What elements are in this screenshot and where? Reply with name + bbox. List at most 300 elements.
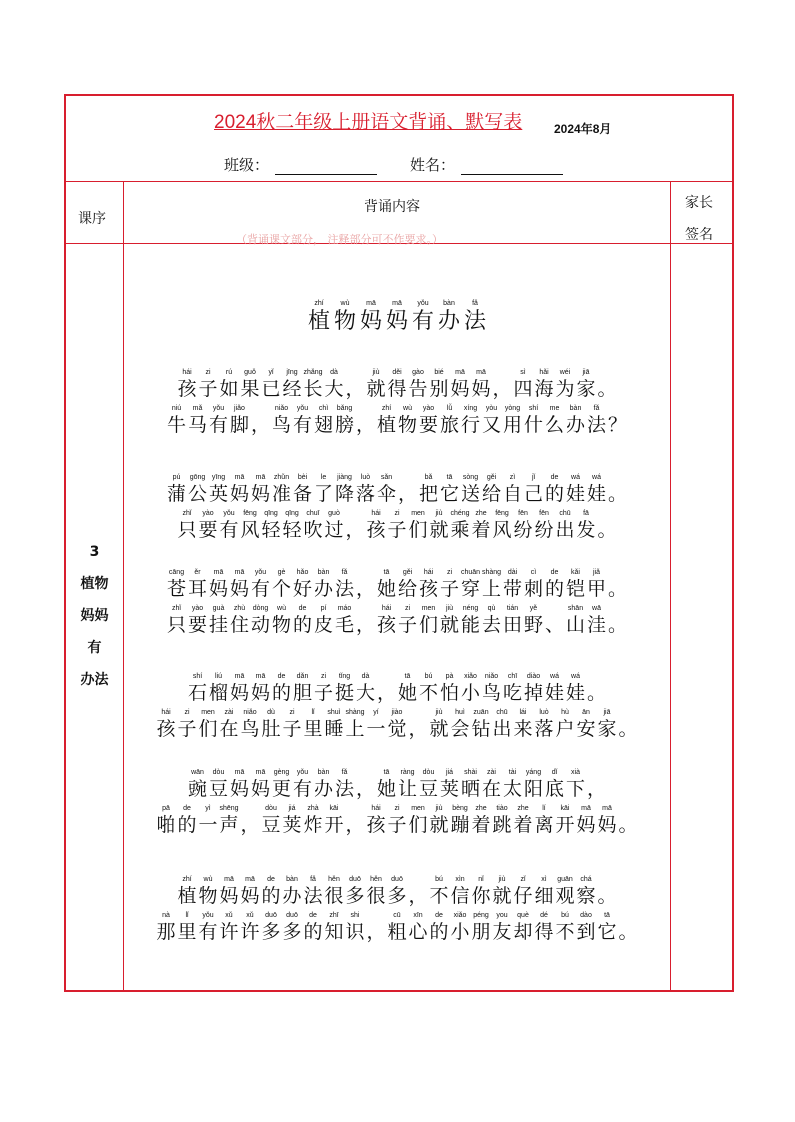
poem-char [565,672,586,704]
poem-char [156,708,177,740]
hanzi: 着 [471,519,491,541]
poem-char [282,708,303,740]
hanzi: 长 [303,378,323,400]
pinyin: bú [561,912,569,919]
pinyin: zhe [475,510,487,517]
poem-char [597,804,618,836]
pinyin: yào [191,605,204,612]
poem-char [397,404,418,436]
poem-char [586,568,607,600]
hanzi: 要 [187,614,207,636]
hanzi: 豆 [418,778,438,800]
hanzi: 住 [229,614,249,636]
poem-char [250,768,271,800]
poem-char [376,473,397,505]
poem-char [219,875,240,907]
poem-char [418,672,439,704]
hanzi: 它 [439,483,459,505]
hanzi: 法 [334,778,354,800]
poem-char [618,804,639,836]
poem-char [324,804,345,836]
hanzi: 妈 [229,682,249,704]
hanzi: 到 [576,921,596,943]
hanzi: 更 [271,778,291,800]
poem-char [565,604,586,636]
lesson-column-divider [123,181,124,990]
poem-char [408,804,429,836]
poem-char [523,568,544,600]
pinyin: niǎo [484,673,499,680]
pinyin: bú [424,673,433,680]
poem-char [450,368,471,400]
hanzi: 肚 [261,718,281,740]
poem-char [481,604,502,636]
poem-char [555,708,576,740]
poem-char [523,604,544,636]
hanzi: 乘 [450,519,470,541]
hanzi: 妈 [229,578,249,600]
pinyin: tǐng [338,673,351,680]
hanzi: 孩 [366,814,386,836]
poem-char [576,368,597,400]
pinyin: què [517,912,529,919]
hanzi: 在 [481,778,501,800]
hanzi: 妈 [208,578,228,600]
poem-char [366,875,387,907]
pinyin: gōng [189,474,206,481]
pinyin: guà [212,605,225,612]
hanzi: 孩 [366,519,386,541]
poem-char [576,804,597,836]
poem-char [597,368,618,400]
poem-char [282,875,303,907]
poem-char [292,604,313,636]
hanzi: 信 [450,885,470,907]
hanzi: 什 [523,414,543,436]
form-date: 2024年8月 [554,122,612,136]
poem-line [166,473,628,505]
pinyin: de [435,912,443,919]
poem-char [292,672,313,704]
pinyin: lǚ [446,405,453,412]
pinyin: tài [508,769,517,776]
poem-char [324,368,345,400]
pinyin: mā [366,300,376,307]
poem-char [502,604,523,636]
poem-char [240,875,261,907]
pinyin: wān [191,769,204,776]
poem-line [177,368,618,400]
hanzi: ， [250,414,270,436]
hanzi: 大 [324,378,344,400]
hanzi: 植 [307,309,330,334]
pinyin: tā [383,769,390,776]
hanzi: 用 [502,414,522,436]
hanzi: 妈 [250,483,270,505]
poem-line [177,875,618,907]
pinyin: chū [559,510,571,517]
name-blank-line[interactable] [461,158,563,175]
hanzi: 如 [219,378,239,400]
pinyin: chū [496,709,508,716]
poem-char [576,875,597,907]
poem-char [303,911,324,943]
poem-char [607,404,628,436]
pinyin: yě [529,605,538,612]
pinyin: zhe [517,805,529,812]
pinyin: pú [172,474,181,481]
poem-char [187,768,208,800]
pinyin: tā [383,569,390,576]
poem-char [450,875,471,907]
poem-char [410,299,436,335]
pinyin: de [277,673,286,680]
pinyin: jiù [435,805,443,812]
pinyin: dào [580,912,592,919]
poem-char [534,804,555,836]
pinyin: shí [192,673,203,680]
poem-char [166,604,187,636]
poem-char [303,509,324,541]
hanzi: 有 [208,414,228,436]
poem-char [408,708,429,740]
poem-char [576,911,597,943]
pinyin: bǎng [336,405,353,412]
poem-char [555,368,576,400]
pinyin: fǎ [310,876,316,883]
hanzi: 开 [555,814,575,836]
hanzi: 野 [523,614,543,636]
pinyin: yǒu [223,510,235,517]
pinyin: bàn [317,569,330,576]
hanzi: 纷 [513,519,533,541]
pinyin: hěn [370,876,382,883]
pinyin: shēng [219,805,239,812]
poem-char [523,473,544,505]
poem-char [366,911,387,943]
pinyin: tián [506,605,519,612]
poem-char [324,911,345,943]
poem-char [334,768,355,800]
pinyin: shàng [345,709,365,716]
hanzi: 得 [387,378,407,400]
pinyin: fǎ [341,569,348,576]
pinyin: pà [445,673,454,680]
hanzi: 只 [166,614,186,636]
poem-char [429,368,450,400]
hanzi: 蒲 [166,483,186,505]
poem-char [502,672,523,704]
pinyin: dǎn [296,673,309,680]
hanzi: 要 [418,414,438,436]
hanzi: 多 [387,885,407,907]
poem-char [229,768,250,800]
poem-char [597,875,618,907]
pinyin: kǎi [571,569,580,576]
pinyin: wá [571,673,580,680]
hanzi: 太 [502,778,522,800]
pinyin: jiù [435,709,443,716]
pinyin: kāi [560,805,570,812]
hanzi: 一 [198,814,218,836]
poem-char [261,708,282,740]
poem-char [345,804,366,836]
pinyin: hái [371,510,381,517]
hanzi: 公 [187,483,207,505]
poem-line [187,672,607,704]
poem-char [439,568,460,600]
pinyin: chì [318,405,329,412]
hanzi: 毛 [334,614,354,636]
sign-column-divider [670,181,671,990]
poem-char [471,708,492,740]
hanzi: 心 [408,921,428,943]
hanzi: 铠 [565,578,585,600]
poem-char [156,911,177,943]
poem-char [271,473,292,505]
poem-char [555,804,576,836]
pinyin: dòng [252,605,269,612]
poem-char [586,604,607,636]
hanzi: 妈 [250,682,270,704]
hanzi: 得 [534,921,554,943]
lesson-number: 3 [89,544,100,560]
poem-char [271,404,292,436]
pinyin: men [411,510,425,517]
pinyin: děi [392,369,402,376]
pinyin: zi [394,510,400,517]
class-blank-line[interactable] [275,158,377,175]
hanzi: 妈 [576,814,596,836]
poem-char [471,509,492,541]
pinyin: gěi [402,569,413,576]
pinyin: pí [320,605,327,612]
poem-line [177,509,618,541]
poem-char [229,604,250,636]
hanzi: 的 [177,814,197,836]
hanzi: 不 [418,682,438,704]
hanzi: 苍 [166,578,186,600]
pinyin: zi [320,673,327,680]
poem-char [544,604,565,636]
hanzi: 娃 [586,483,606,505]
hanzi: 出 [492,718,512,740]
poem-char [177,804,198,836]
hanzi: 洼 [586,614,606,636]
pinyin: yǒu [296,769,309,776]
hanzi: 办 [282,885,302,907]
poem-char [366,804,387,836]
pinyin: de [298,605,307,612]
name-field [410,154,563,175]
hanzi: 子 [313,682,333,704]
pinyin: yáng [525,769,542,776]
hanzi: 要 [198,519,218,541]
hanzi: 轻 [282,519,302,541]
hanzi: 晒 [460,778,480,800]
hanzi: 的 [261,885,281,907]
parent-signature-cell[interactable] [672,245,732,990]
hanzi: 许 [240,921,260,943]
pinyin: zài [224,709,234,716]
poem-char [324,509,345,541]
pinyin: mā [234,673,245,680]
poem-char [439,672,460,704]
poem-char [271,604,292,636]
poem-char [334,404,355,436]
hanzi: 又 [481,414,501,436]
poem-char [261,368,282,400]
poem-char [439,768,460,800]
hanzi: 让 [397,778,417,800]
pinyin: yǒu [254,569,267,576]
poem-char [271,568,292,600]
poem-line [166,404,628,436]
content-column-header: 背诵内容 [364,199,420,215]
hanzi: 风 [240,519,260,541]
pinyin: tiào [496,805,508,812]
pinyin: zi [205,369,211,376]
hanzi: 经 [282,378,302,400]
pinyin: yǐ [268,369,274,376]
hanzi: 落 [355,483,375,505]
pinyin: zi [446,569,453,576]
hanzi: 却 [513,921,533,943]
hanzi: 有 [250,578,270,600]
hanzi: 底 [544,778,564,800]
hanzi: 告 [408,378,428,400]
hanzi: 伞 [376,483,396,505]
poem-char [397,604,418,636]
poem-char [418,404,439,436]
pinyin: huì [455,709,465,716]
hanzi: 个 [271,578,291,600]
hanzi: 安 [576,718,596,740]
pinyin: chuān [460,569,481,576]
hanzi: 皮 [313,614,333,636]
hanzi: 来 [513,718,533,740]
poem-char [397,672,418,704]
pinyin: mā [213,569,224,576]
pinyin: shàng [481,569,502,576]
hanzi: 着 [513,814,533,836]
hanzi: 荚 [282,814,302,836]
pinyin: dù [267,709,275,716]
poem-char [544,404,565,436]
pinyin: mā [255,474,266,481]
poem-char [355,672,376,704]
pinyin: fǎ [593,405,600,412]
hanzi: 粗 [387,921,407,943]
poem-char [303,708,324,740]
hanzi: 观 [555,885,575,907]
hanzi: 法 [586,414,606,436]
pinyin: mā [234,569,245,576]
pinyin: nǐ [478,876,484,883]
hanzi: 子 [387,814,407,836]
pinyin: hái [423,569,434,576]
poem-char [481,672,502,704]
poem-char [481,404,502,436]
hanzi: 孩 [376,614,396,636]
hanzi: 的 [544,578,564,600]
name-label: 姓名： [410,156,456,174]
poem-char [471,911,492,943]
pinyin: shài [464,769,477,776]
poem-char [345,368,366,400]
poem-char [303,804,324,836]
hanzi: 她 [376,578,396,600]
hanzi: 甲 [586,578,606,600]
pinyin: xíng [463,405,478,412]
hanzi: 。 [607,614,627,636]
poem-char [187,604,208,636]
class-label: 班级： [224,156,270,174]
poem-char [177,708,198,740]
pinyin: yào [422,405,435,412]
hanzi: 孩 [156,718,176,740]
pinyin: fēn [518,510,528,517]
pinyin: gèng [273,769,290,776]
poem-char [198,875,219,907]
pinyin: lǐ [185,912,189,919]
hanzi: 出 [555,519,575,541]
hanzi: 己 [523,483,543,505]
hanzi: 在 [219,718,239,740]
pinyin: yòu [485,405,498,412]
poem-char [555,875,576,907]
poem-char [229,568,250,600]
poem-char [429,804,450,836]
hanzi: 怕 [439,682,459,704]
pinyin: chī [507,673,518,680]
poem-char [384,299,410,335]
hanzi: 许 [219,921,239,943]
pinyin: néng [462,605,479,612]
hanzi: 植 [177,885,197,907]
hanzi: 识 [345,921,365,943]
hanzi: 山 [565,614,585,636]
pinyin: de [309,912,317,919]
pinyin: de [550,569,559,576]
pinyin: xìn [455,876,465,883]
pinyin: zhù [233,605,246,612]
hanzi: 离 [534,814,554,836]
pinyin: gào [412,369,424,376]
poem-char [271,672,292,704]
pinyin: cū [393,912,401,919]
class-field [224,154,377,175]
pinyin: luò [360,474,371,481]
poem-char [198,509,219,541]
hanzi: 妈 [250,778,270,800]
hanzi: 不 [555,921,575,943]
pinyin: ěr [194,569,201,576]
poem-char [376,768,397,800]
poem-char [387,911,408,943]
hanzi: 妈 [359,309,382,334]
pinyin: shi [350,912,360,919]
poem-char [597,911,618,943]
hanzi: 刺 [523,578,543,600]
poem-char [166,473,187,505]
hanzi: 户 [555,718,575,740]
pinyin: dòu [422,769,435,776]
hanzi: ， [366,921,386,943]
pinyin: wéi [559,369,571,376]
hanzi: 子 [198,378,218,400]
poem-char [250,404,271,436]
